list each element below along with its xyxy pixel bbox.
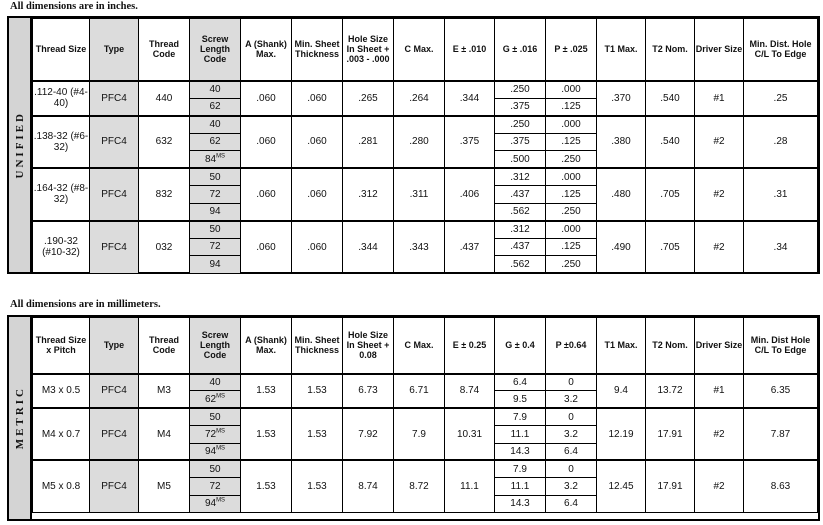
screw-length-cell bbox=[190, 238, 241, 256]
t1-cell: .370 bbox=[597, 81, 646, 116]
column-header: Hole Size In Sheet + .003 - .000 bbox=[343, 19, 394, 81]
g-value-cell: 6.4 bbox=[495, 374, 546, 391]
screw-length-value: 50 bbox=[209, 224, 221, 235]
screw-length-cell bbox=[190, 460, 241, 477]
c-cell: .343 bbox=[394, 221, 445, 274]
t1-cell: 12.45 bbox=[597, 460, 646, 512]
driver-cell: #1 bbox=[695, 81, 744, 116]
t1-cell: 9.4 bbox=[597, 374, 646, 409]
inch-dimensions-table bbox=[32, 18, 818, 274]
screw-length-value: 62 bbox=[204, 393, 217, 405]
table-row bbox=[33, 460, 818, 477]
thread-size-cell: .112-40 (#4-40) bbox=[33, 81, 90, 116]
column-header: Screw Length Code bbox=[190, 318, 241, 374]
thread-size-cell: M4 x 0.7 bbox=[33, 408, 90, 460]
column-header: Thread Size x Pitch bbox=[33, 318, 90, 374]
hole-cell: .265 bbox=[343, 81, 394, 116]
c-cell: 7.9 bbox=[394, 408, 445, 460]
e-cell: 11.1 bbox=[445, 460, 495, 512]
column-header: G ± .016 bbox=[495, 19, 546, 81]
column-header: G ± 0.4 bbox=[495, 318, 546, 374]
column-header: E ± 0.25 bbox=[445, 318, 495, 374]
screw-length-cell bbox=[190, 203, 241, 221]
c-cell: .264 bbox=[394, 81, 445, 116]
e-cell: .437 bbox=[445, 221, 495, 274]
table-row bbox=[33, 168, 818, 186]
column-header: Thread Code bbox=[139, 318, 190, 374]
p-value-cell: .125 bbox=[546, 238, 597, 256]
driver-cell: #2 bbox=[695, 221, 744, 274]
hole-cell: .281 bbox=[343, 116, 394, 169]
inch-caption: All dimensions are in inches. bbox=[10, 1, 138, 12]
thread-size-cell: M5 x 0.8 bbox=[33, 460, 90, 512]
p-value-cell: 3.2 bbox=[546, 391, 597, 408]
driver-cell: #2 bbox=[695, 116, 744, 169]
g-value-cell: .437 bbox=[495, 186, 546, 204]
e-cell: .406 bbox=[445, 168, 495, 221]
g-value-cell: .250 bbox=[495, 81, 546, 99]
t2-cell: 17.91 bbox=[646, 408, 695, 460]
min-sheet-cell: 1.53 bbox=[292, 460, 343, 512]
t2-cell: .540 bbox=[646, 81, 695, 116]
c-cell: .280 bbox=[394, 116, 445, 169]
screw-length-value: 94 bbox=[209, 206, 221, 217]
ms-superscript: MS bbox=[216, 393, 226, 400]
g-value-cell: 11.1 bbox=[495, 478, 546, 495]
metric-dimensions-table bbox=[32, 317, 818, 513]
column-header: Min. Sheet Thickness bbox=[292, 19, 343, 81]
p-value-cell: .000 bbox=[546, 221, 597, 239]
p-value-cell: 6.4 bbox=[546, 443, 597, 460]
column-header: Hole Size In Sheet + 0.08 bbox=[343, 318, 394, 374]
screw-length-value: 72 bbox=[204, 428, 217, 440]
g-value-cell: .500 bbox=[495, 151, 546, 169]
column-header: A (Shank) Max. bbox=[241, 19, 292, 81]
e-cell: .344 bbox=[445, 81, 495, 116]
p-value-cell: .125 bbox=[546, 98, 597, 116]
table-row bbox=[33, 221, 818, 239]
column-header: Thread Code bbox=[139, 19, 190, 81]
column-header: Driver Size bbox=[695, 19, 744, 81]
a-cell: .060 bbox=[241, 81, 292, 116]
p-value-cell: .250 bbox=[546, 203, 597, 221]
p-value-cell: 0 bbox=[546, 460, 597, 477]
min-dist-cell: 6.35 bbox=[744, 374, 818, 409]
metric-table-block bbox=[7, 315, 820, 521]
thread-code-cell: M4 bbox=[139, 408, 190, 460]
e-cell: 10.31 bbox=[445, 408, 495, 460]
p-value-cell: 0 bbox=[546, 374, 597, 391]
e-cell: 8.74 bbox=[445, 374, 495, 409]
column-header: P ± .025 bbox=[546, 19, 597, 81]
driver-cell: #2 bbox=[695, 460, 744, 512]
column-header: P ±0.64 bbox=[546, 318, 597, 374]
thread-code-cell: 440 bbox=[139, 81, 190, 116]
g-value-cell: .312 bbox=[495, 221, 546, 239]
screw-length-cell bbox=[190, 168, 241, 186]
thread-code-cell: 632 bbox=[139, 116, 190, 169]
unified-side-label: UNIFIED bbox=[9, 18, 32, 272]
column-header: Min. Sheet Thickness bbox=[292, 318, 343, 374]
screw-length-value: 40 bbox=[209, 376, 221, 388]
screw-length-cell bbox=[190, 221, 241, 239]
a-cell: .060 bbox=[241, 221, 292, 274]
screw-length-value: 50 bbox=[209, 171, 221, 183]
p-value-cell: .125 bbox=[546, 186, 597, 204]
type-cell: PFC4 bbox=[90, 460, 139, 512]
column-header: T2 Nom. bbox=[646, 19, 695, 81]
p-value-cell: 3.2 bbox=[546, 478, 597, 495]
column-header: Type bbox=[90, 19, 139, 81]
type-cell: PFC4 bbox=[90, 168, 139, 221]
hole-cell: 6.73 bbox=[343, 374, 394, 409]
screw-length-cell bbox=[190, 374, 241, 391]
hole-cell: 7.92 bbox=[343, 408, 394, 460]
table-row bbox=[33, 81, 818, 99]
screw-length-cell bbox=[190, 426, 241, 443]
thread-code-cell: M5 bbox=[139, 460, 190, 512]
screw-length-cell bbox=[190, 81, 241, 99]
screw-length-cell bbox=[190, 391, 241, 408]
column-header: E ± .010 bbox=[445, 19, 495, 81]
ms-superscript: MS bbox=[216, 153, 226, 160]
p-value-cell: .250 bbox=[546, 151, 597, 169]
screw-length-cell bbox=[190, 186, 241, 204]
a-cell: .060 bbox=[241, 116, 292, 169]
g-value-cell: 11.1 bbox=[495, 426, 546, 443]
g-value-cell: .312 bbox=[495, 168, 546, 186]
column-header: Type bbox=[90, 318, 139, 374]
min-dist-cell: 8.63 bbox=[744, 460, 818, 512]
driver-cell: #2 bbox=[695, 168, 744, 221]
thread-size-cell: .138-32 (#6-32) bbox=[33, 116, 90, 169]
metric-caption: All dimensions are in millimeters. bbox=[10, 299, 161, 310]
screw-length-cell bbox=[190, 133, 241, 151]
g-value-cell: .250 bbox=[495, 116, 546, 134]
screw-length-cell bbox=[190, 98, 241, 116]
g-value-cell: 9.5 bbox=[495, 391, 546, 408]
ms-superscript: MS bbox=[216, 445, 226, 452]
p-value-cell: .000 bbox=[546, 168, 597, 186]
screw-length-value: 72 bbox=[209, 241, 221, 253]
column-header: T2 Nom. bbox=[646, 318, 695, 374]
hole-cell: .312 bbox=[343, 168, 394, 221]
screw-length-cell bbox=[190, 256, 241, 274]
t1-cell: .490 bbox=[597, 221, 646, 274]
screw-length-value: 40 bbox=[209, 84, 221, 95]
min-sheet-cell: .060 bbox=[292, 116, 343, 169]
p-value-cell: .000 bbox=[546, 116, 597, 134]
g-value-cell: .375 bbox=[495, 98, 546, 116]
min-dist-cell: .25 bbox=[744, 81, 818, 116]
screw-length-value: 72 bbox=[209, 481, 221, 493]
column-header: A (Shank) Max. bbox=[241, 318, 292, 374]
g-value-cell: .562 bbox=[495, 203, 546, 221]
min-dist-cell: .28 bbox=[744, 116, 818, 169]
p-value-cell: 3.2 bbox=[546, 426, 597, 443]
screw-length-value: 50 bbox=[209, 411, 221, 423]
min-dist-cell: .31 bbox=[744, 168, 818, 221]
column-header: Min. Dist Hole C/L To Edge bbox=[744, 318, 818, 374]
column-header: Screw Length Code bbox=[190, 19, 241, 81]
inch-table-block bbox=[7, 16, 820, 274]
metric-side-label: METRIC bbox=[9, 317, 32, 519]
min-sheet-cell: .060 bbox=[292, 168, 343, 221]
table-row bbox=[33, 408, 818, 425]
column-header: T1 Max. bbox=[597, 318, 646, 374]
type-cell: PFC4 bbox=[90, 408, 139, 460]
thread-code-cell: 832 bbox=[139, 168, 190, 221]
g-value-cell: 7.9 bbox=[495, 460, 546, 477]
screw-length-cell bbox=[190, 495, 241, 512]
thread-size-cell: .190-32 (#10-32) bbox=[33, 221, 90, 274]
column-header: C Max. bbox=[394, 19, 445, 81]
screw-length-value: 72 bbox=[209, 188, 221, 200]
screw-length-cell bbox=[190, 443, 241, 460]
t2-cell: .705 bbox=[646, 221, 695, 274]
screw-length-cell bbox=[190, 151, 241, 169]
a-cell: 1.53 bbox=[241, 374, 292, 409]
driver-cell: #1 bbox=[695, 374, 744, 409]
ms-superscript: MS bbox=[216, 428, 226, 435]
screw-length-value: 62 bbox=[209, 101, 221, 112]
a-cell: 1.53 bbox=[241, 408, 292, 460]
thread-size-cell: .164-32 (#8-32) bbox=[33, 168, 90, 221]
t2-cell: .705 bbox=[646, 168, 695, 221]
t2-cell: 17.91 bbox=[646, 460, 695, 512]
c-cell: .311 bbox=[394, 168, 445, 221]
driver-cell: #2 bbox=[695, 408, 744, 460]
min-dist-cell: 7.87 bbox=[744, 408, 818, 460]
screw-length-value: 94 bbox=[209, 258, 221, 270]
hole-cell: 8.74 bbox=[343, 460, 394, 512]
screw-length-value: 94 bbox=[204, 498, 217, 510]
p-value-cell: .000 bbox=[546, 81, 597, 99]
g-value-cell: .375 bbox=[495, 133, 546, 151]
p-value-cell: .250 bbox=[546, 256, 597, 274]
screw-length-value: 40 bbox=[209, 119, 221, 130]
e-cell: .375 bbox=[445, 116, 495, 169]
thread-code-cell: M3 bbox=[139, 374, 190, 409]
screw-length-cell bbox=[190, 478, 241, 495]
a-cell: 1.53 bbox=[241, 460, 292, 512]
g-value-cell: .437 bbox=[495, 238, 546, 256]
type-cell: PFC4 bbox=[90, 81, 139, 116]
screw-length-value: 84 bbox=[204, 153, 217, 165]
g-value-cell: .562 bbox=[495, 256, 546, 274]
table-row bbox=[33, 374, 818, 391]
p-value-cell: 6.4 bbox=[546, 495, 597, 512]
p-value-cell: .125 bbox=[546, 133, 597, 151]
screw-length-value: 94 bbox=[204, 446, 217, 457]
t2-cell: 13.72 bbox=[646, 374, 695, 409]
t2-cell: .540 bbox=[646, 116, 695, 169]
type-cell: PFC4 bbox=[90, 374, 139, 409]
type-cell: PFC4 bbox=[90, 221, 139, 274]
t1-cell: .380 bbox=[597, 116, 646, 169]
g-value-cell: 14.3 bbox=[495, 443, 546, 460]
g-value-cell: 7.9 bbox=[495, 408, 546, 425]
type-cell: PFC4 bbox=[90, 116, 139, 169]
column-header: C Max. bbox=[394, 318, 445, 374]
min-sheet-cell: .060 bbox=[292, 81, 343, 116]
t1-cell: 12.19 bbox=[597, 408, 646, 460]
column-header: Min. Dist. Hole C/L To Edge bbox=[744, 19, 818, 81]
thread-size-cell: M3 x 0.5 bbox=[33, 374, 90, 409]
hole-cell: .344 bbox=[343, 221, 394, 274]
thread-code-cell: 032 bbox=[139, 221, 190, 274]
c-cell: 6.71 bbox=[394, 374, 445, 409]
screw-length-value: 62 bbox=[209, 136, 221, 148]
min-sheet-cell: 1.53 bbox=[292, 374, 343, 409]
column-header: Driver Size bbox=[695, 318, 744, 374]
p-value-cell: 0 bbox=[546, 408, 597, 425]
column-header: T1 Max. bbox=[597, 19, 646, 81]
t1-cell: .480 bbox=[597, 168, 646, 221]
min-sheet-cell: 1.53 bbox=[292, 408, 343, 460]
min-dist-cell: .34 bbox=[744, 221, 818, 274]
ms-superscript: MS bbox=[216, 498, 226, 505]
min-sheet-cell: .060 bbox=[292, 221, 343, 274]
g-value-cell: 14.3 bbox=[495, 495, 546, 512]
column-header: Thread Size bbox=[33, 19, 90, 81]
a-cell: .060 bbox=[241, 168, 292, 221]
screw-length-cell bbox=[190, 116, 241, 134]
table-row bbox=[33, 116, 818, 134]
screw-length-value: 50 bbox=[209, 463, 221, 475]
screw-length-cell bbox=[190, 408, 241, 425]
c-cell: 8.72 bbox=[394, 460, 445, 512]
